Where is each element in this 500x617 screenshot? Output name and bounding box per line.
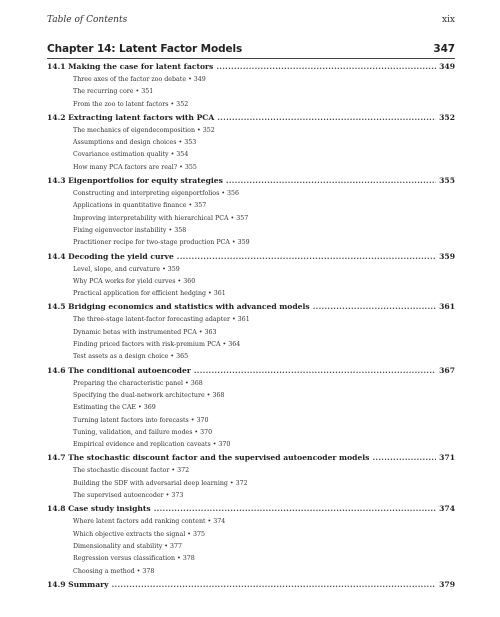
toc-section-entry[interactable] bbox=[47, 451, 455, 465]
section-page: 352 bbox=[439, 112, 455, 122]
dot-leader bbox=[313, 300, 436, 314]
dot-leader bbox=[154, 502, 436, 516]
section-page: 359 bbox=[439, 251, 455, 261]
toc-subsection-entry[interactable]: From the zoo to latent factors • 352 bbox=[73, 100, 189, 108]
toc-subsection-entry[interactable]: Regression versus classification • 378 bbox=[73, 555, 195, 563]
toc-subsection-entry[interactable]: Dynamic betas with instrumented PCA • 363 bbox=[73, 328, 217, 336]
dot-leader bbox=[194, 364, 436, 378]
section-title: 14.5 Bridging economics and statistics with advanced models bbox=[47, 302, 310, 312]
toc-section-entry[interactable] bbox=[47, 364, 455, 378]
section-title: 14.6 The conditional autoencoder bbox=[47, 365, 191, 375]
toc-section-entry[interactable] bbox=[47, 60, 455, 74]
chapter-page: 347 bbox=[433, 43, 455, 55]
section-title: 14.2 Extracting latent factors with PCA bbox=[47, 112, 215, 122]
dot-leader bbox=[217, 111, 436, 125]
toc-subsection-entry[interactable]: Turning latent factors into forecasts • 370 bbox=[73, 416, 209, 424]
toc-subsection-entry[interactable]: Preparing the characteristic panel • 368 bbox=[73, 379, 203, 387]
chapter-divider bbox=[47, 58, 455, 59]
section-title: 14.7 The stochastic discount factor and the supervised autoencoder models bbox=[47, 453, 370, 463]
toc-subsection-entry[interactable]: Choosing a method • 378 bbox=[73, 567, 155, 575]
section-title: 14.4 Decoding the yield curve bbox=[47, 251, 174, 261]
toc-section-entry[interactable] bbox=[47, 250, 455, 264]
toc-subsection-entry[interactable]: Level, slope, and curvature • 359 bbox=[73, 265, 180, 273]
header-page-number: xix bbox=[441, 15, 455, 25]
toc-subsection-entry[interactable]: Assumptions and design choices • 353 bbox=[73, 139, 197, 147]
toc-subsection-entry[interactable]: Fixing eigenvector instability • 358 bbox=[73, 226, 187, 234]
toc-subsection-entry[interactable]: Tuning, validation, and failure modes • 370 bbox=[73, 428, 213, 436]
toc-subsection-entry[interactable]: How many PCA factors are real? • 355 bbox=[73, 163, 197, 171]
toc-subsection-entry[interactable]: Empirical evidence and replication caveats • 370 bbox=[73, 441, 231, 449]
toc-subsection-entry[interactable]: The stochastic discount factor • 372 bbox=[73, 467, 190, 475]
dot-leader bbox=[112, 578, 437, 592]
running-header bbox=[47, 15, 455, 25]
section-title: 14.9 Summary bbox=[47, 579, 109, 589]
toc-section-entry[interactable] bbox=[47, 300, 455, 314]
toc-list bbox=[47, 60, 455, 592]
toc-subsection-entry[interactable]: Three axes of the factor zoo debate • 349 bbox=[73, 76, 206, 83]
toc-subsection-entry[interactable]: Finding priced factors with risk-premium PCA • 364 bbox=[73, 341, 241, 349]
section-page: 374 bbox=[439, 504, 455, 514]
chapter-heading[interactable] bbox=[47, 43, 455, 55]
toc-subsection-entry[interactable]: The recurring core • 351 bbox=[73, 88, 154, 96]
section-title: 14.3 Eigenportfolios for equity strategies bbox=[47, 176, 223, 186]
section-title: 14.1 Making the case for latent factors bbox=[47, 62, 214, 71]
toc-subsection-entry[interactable]: Constructing and interpreting eigenportfolios • 356 bbox=[73, 190, 240, 198]
toc-subsection-entry[interactable]: Applications in quantitative finance • 357 bbox=[73, 202, 207, 210]
chapter-title: Chapter 14: Latent Factor Models bbox=[47, 43, 243, 55]
toc-subsection-entry[interactable]: Practitioner recipe for two-stage production PCA • 359 bbox=[73, 239, 250, 247]
dot-leader bbox=[216, 60, 436, 74]
toc-section-entry[interactable] bbox=[47, 174, 455, 188]
section-page: 367 bbox=[439, 365, 455, 375]
toc-subsection-entry[interactable]: Estimating the CAE • 369 bbox=[73, 404, 156, 412]
toc-subsection-entry[interactable]: Where latent factors add ranking content • 374 bbox=[73, 518, 226, 526]
toc-section-entry[interactable] bbox=[47, 111, 455, 125]
toc-subsection-entry[interactable]: Improving interpretability with hierarchical PCA • 357 bbox=[73, 214, 249, 222]
toc-subsection-entry[interactable]: Covariance estimation quality • 354 bbox=[73, 151, 189, 159]
toc-subsection-entry[interactable]: Test assets as a design choice • 365 bbox=[73, 353, 189, 361]
section-page: 379 bbox=[439, 579, 455, 589]
toc-subsection-entry[interactable]: Which objective extracts the signal • 375 bbox=[73, 530, 205, 538]
toc-section-entry[interactable] bbox=[47, 578, 455, 592]
toc-subsection-entry[interactable]: Practical application for efficient hedging • 361 bbox=[73, 290, 226, 298]
dot-leader bbox=[177, 250, 436, 264]
toc-subsection-entry[interactable]: Specifying the dual-network architecture • 368 bbox=[73, 391, 225, 399]
header-title: Table of Contents bbox=[47, 15, 128, 25]
toc-subsection-entry[interactable]: The supervised autoencoder • 373 bbox=[73, 492, 184, 500]
toc-subsection-entry[interactable]: Dimensionality and stability • 377 bbox=[73, 542, 183, 550]
toc-subsection-entry[interactable]: The three-stage latent-factor forecasting adapter • 361 bbox=[73, 316, 250, 324]
toc-section-entry[interactable] bbox=[47, 502, 455, 516]
section-page: 349 bbox=[439, 62, 455, 71]
toc-subsection-entry[interactable]: Why PCA works for yield curves • 360 bbox=[73, 277, 196, 285]
toc-subsection-entry[interactable]: Building the SDF with adversarial deep learning • 372 bbox=[73, 479, 248, 487]
section-page: 361 bbox=[439, 302, 455, 312]
section-page: 355 bbox=[439, 176, 455, 186]
section-page: 371 bbox=[439, 453, 455, 463]
dot-leader bbox=[372, 451, 436, 465]
toc-subsection-entry[interactable]: The mechanics of eigendecomposition • 352 bbox=[73, 126, 215, 134]
dot-leader bbox=[226, 174, 436, 188]
section-title: 14.8 Case study insights bbox=[47, 504, 151, 514]
